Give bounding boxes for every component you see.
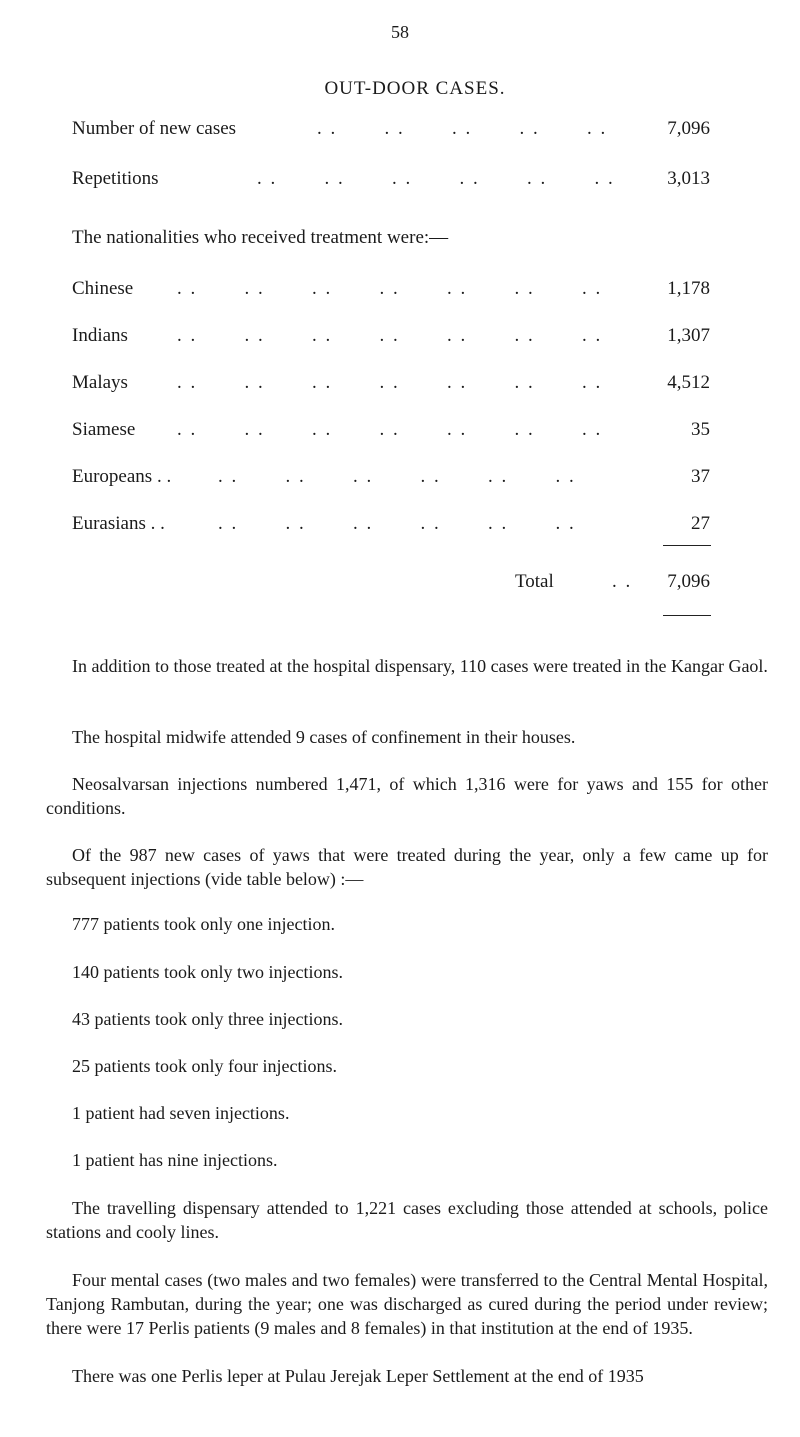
summary-row-repetitions: [72, 168, 712, 196]
nationality-row-malays: [72, 372, 712, 400]
leader-dots: . . . . . . . . . . . .: [257, 168, 615, 189]
row-value: 1,307: [667, 325, 710, 346]
leader-dots: . . . . . . . . . . . . . .: [177, 419, 603, 440]
leader-dots: . . . . . . . . . . . . . .: [177, 325, 603, 346]
nationality-row-europeans: [72, 466, 712, 494]
section-heading: OUT-DOOR CASES.: [324, 78, 506, 99]
injection-item: 43 patients took only three injections.: [72, 1009, 343, 1029]
paragraph-travelling-dispensary: The travelling dispensary attended to 1,221 cases excluding those attended at schools, police stations and cooly lines.: [46, 1198, 768, 1242]
nationalities-intro: The nationalities who received treatment were:—: [72, 227, 449, 248]
summary-row-new-cases: [72, 118, 712, 146]
nationality-row-indians: [72, 325, 712, 353]
injection-item: 1 patient had seven injections.: [72, 1103, 290, 1123]
paragraph-neosalvarsan: Neosalvarsan injections numbered 1,471, of which 1,316 were for yaws and 155 for other conditions.: [46, 774, 768, 818]
row-value: 1,178: [667, 278, 710, 299]
row-value: 37: [691, 466, 710, 487]
injection-item: 1 patient has nine injections.: [72, 1150, 278, 1170]
row-label: Siamese: [72, 419, 136, 440]
paragraph-gaol: In addition to those treated at the hospital dispensary, 110 cases were treated in the Kangar Gaol.: [72, 656, 768, 676]
page-number: 58: [391, 22, 409, 42]
row-value: 7,096: [667, 118, 710, 139]
paragraph-leper: There was one Perlis leper at Pulau Jerejak Leper Settlement at the end of 1935: [72, 1366, 644, 1386]
row-label: Eurasians . .: [72, 513, 165, 534]
nationality-row-siamese: [72, 419, 712, 447]
row-value: 27: [691, 513, 710, 534]
total-rule-bottom: [663, 615, 711, 616]
row-label: Indians: [72, 325, 128, 346]
injection-item: 140 patients took only two injections.: [72, 962, 343, 982]
nationality-row-eurasians: [72, 513, 712, 541]
leader-dots: . . . . . . . . . . . .: [218, 513, 576, 534]
injection-item: 25 patients took only four injections.: [72, 1056, 337, 1076]
leader-dots: . .: [612, 571, 633, 592]
row-label: Malays: [72, 372, 128, 393]
row-label: Number of new cases: [72, 118, 237, 139]
leader-dots: . . . . . . . . . . . . . .: [177, 372, 603, 393]
total-value: 7,096: [667, 571, 710, 592]
total-label: Total: [515, 571, 554, 592]
leader-dots: . . . . . . . . . . . .: [218, 466, 576, 487]
row-label: Europeans . .: [72, 466, 172, 487]
nationality-row-chinese: [72, 278, 712, 306]
injection-item: 777 patients took only one injection.: [72, 914, 335, 934]
row-label: Chinese: [72, 278, 134, 299]
row-value: 4,512: [667, 372, 710, 393]
row-label: Repetitions: [72, 168, 159, 189]
row-value: 35: [691, 419, 710, 440]
row-value: 3,013: [667, 168, 710, 189]
leader-dots: . . . . . . . . . .: [317, 118, 608, 139]
total-rule-top: [663, 545, 711, 546]
paragraph-mental-cases: Four mental cases (two males and two females) were transferred to the Central Mental Hospital, Tanjong Rambutan, during the year; one was discharged as cured during the period under review; there were 17 Perlis patients (9 males and 8 females) in that institution at the end of 1935.: [46, 1270, 768, 1338]
leader-dots: . . . . . . . . . . . . . .: [177, 278, 603, 299]
paragraph-midwife: The hospital midwife attended 9 cases of confinement in their houses.: [72, 727, 576, 747]
paragraph-yaws: Of the 987 new cases of yaws that were treated during the year, only a few came up for subsequent injections (vide table below) :—: [46, 845, 768, 889]
